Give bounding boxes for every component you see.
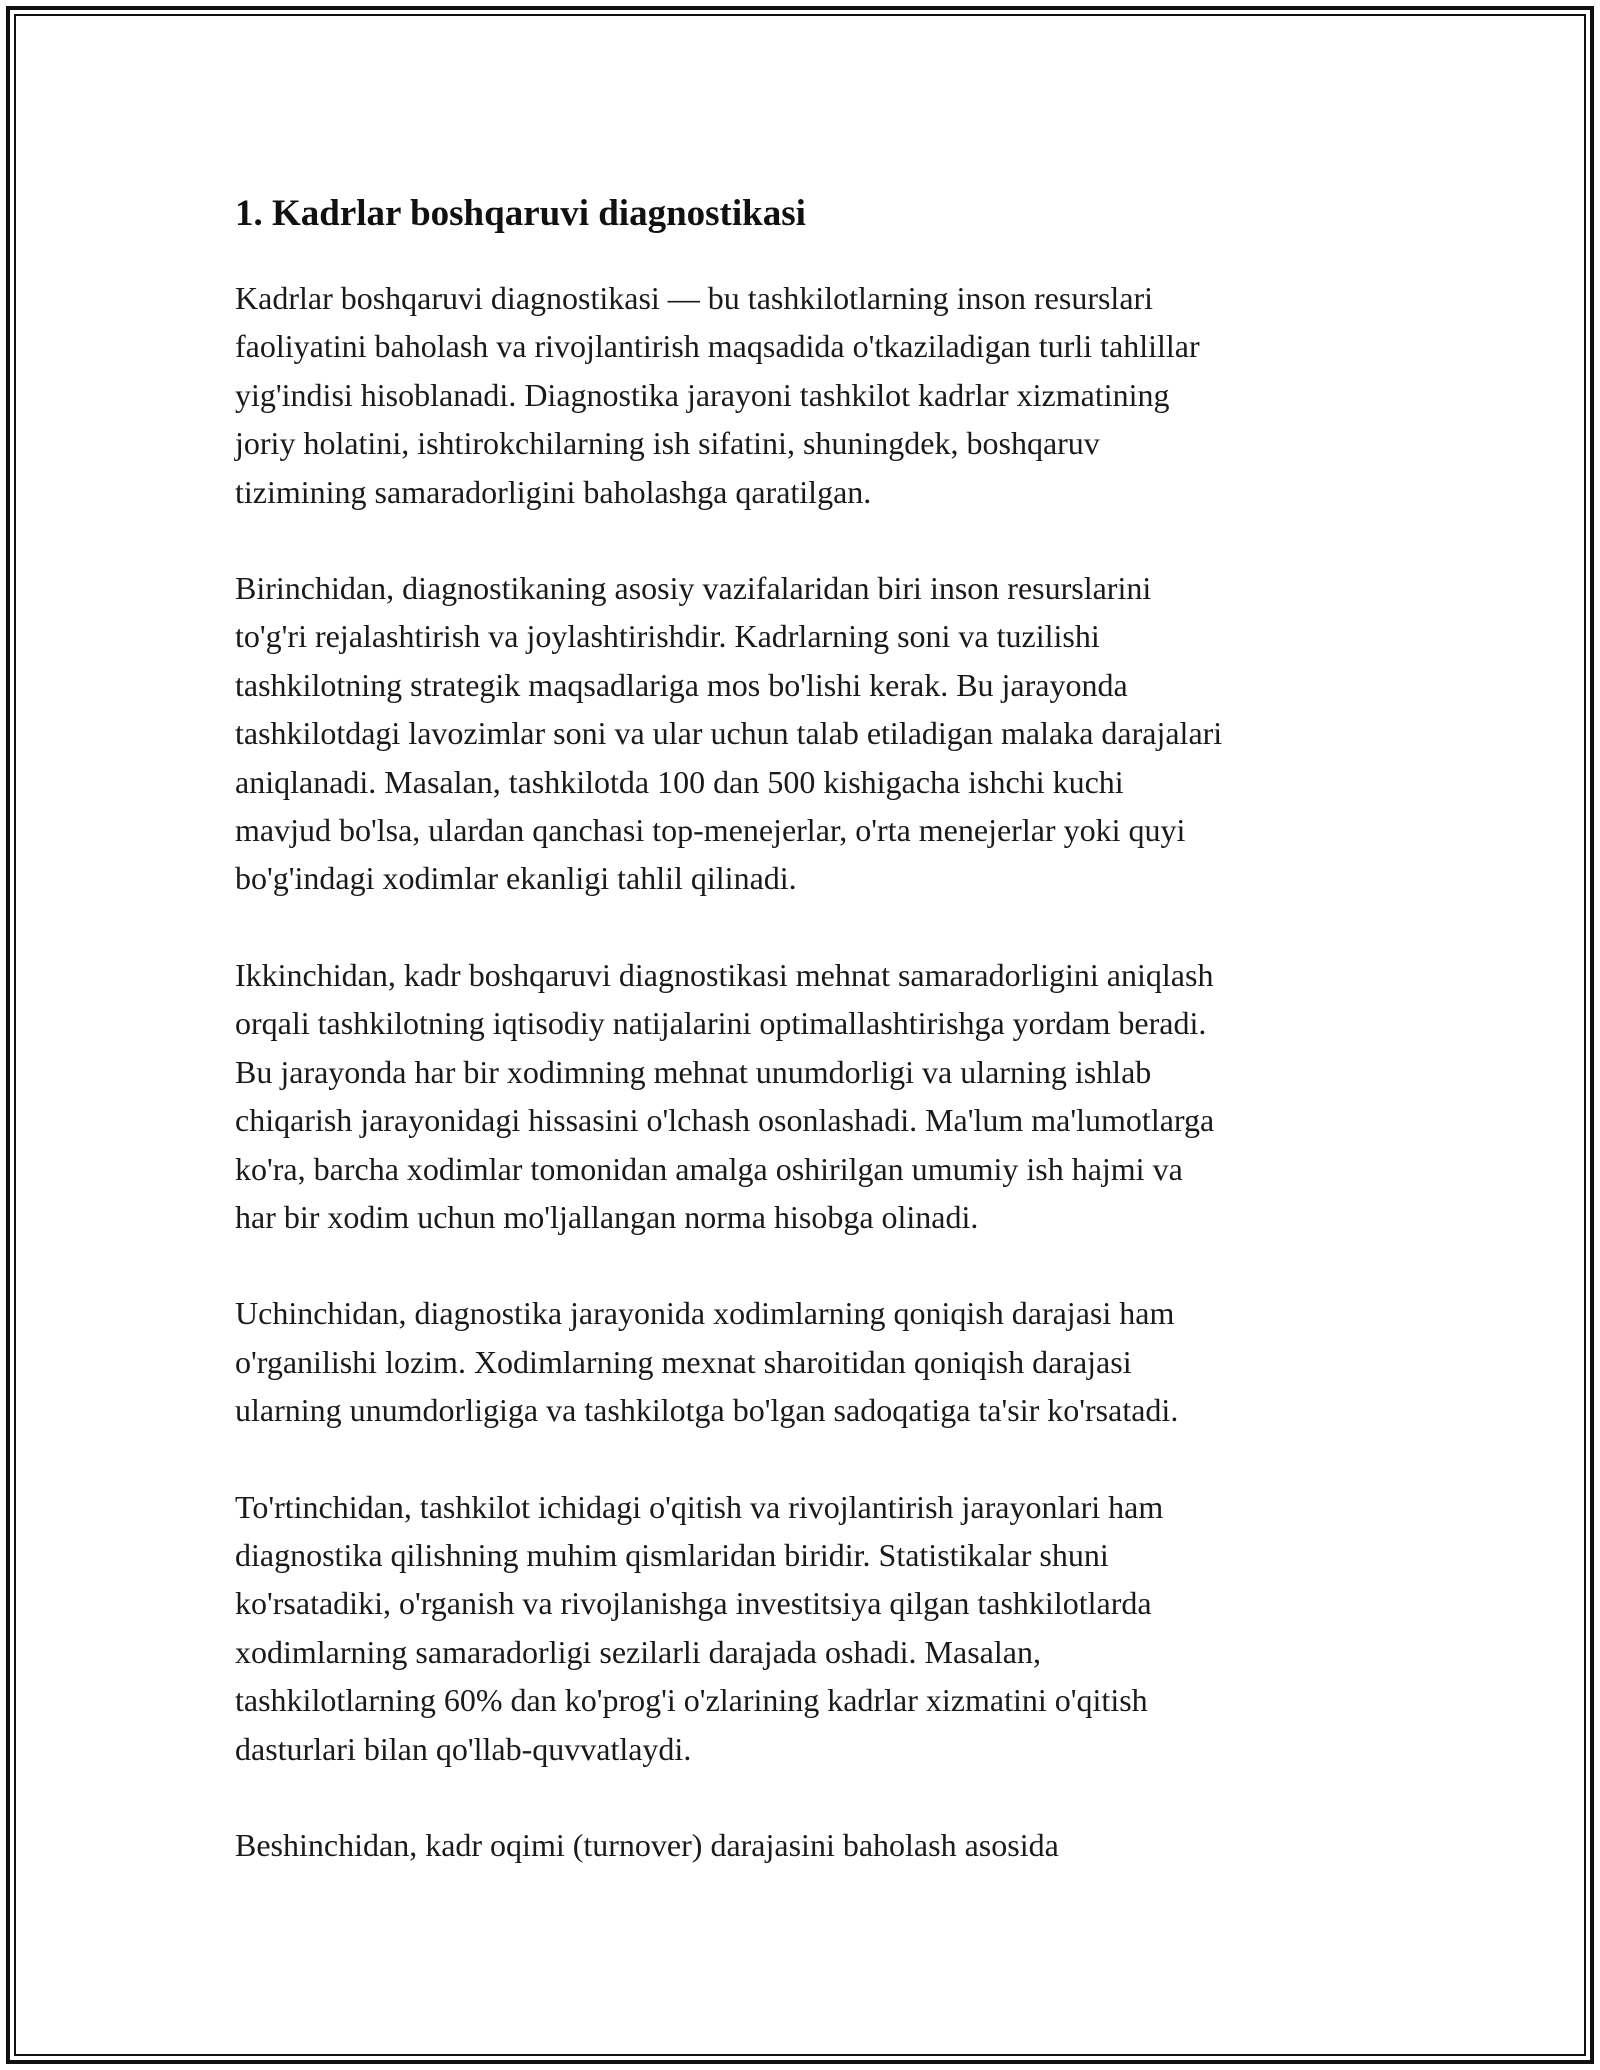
paragraph: [235, 274, 1395, 516]
section-heading: 1. Kadrlar boshqaruvi diagnostikasi: [235, 193, 806, 234]
paragraph-line: chiqarish jarayonidagi hissasini o'lchash osonlashadi. Ma'lum ma'lumotlarga: [235, 1102, 1215, 1139]
paragraph-line: Kadrlar boshqaruvi diagnostikasi — bu tashkilotlarning inson resurslari: [235, 280, 1154, 316]
paragraph-line: o'rganilishi lozim. Xodimlarning mexnat sharoitidan qoniqish darajasi: [235, 1343, 1132, 1380]
paragraph-line: ko'ra, barcha xodimlar tomonidan amalga oshirilgan umumiy ish hajmi va: [235, 1150, 1183, 1187]
paragraph-line: joriy holatini, ishtirokchilarning ish sifatini, shuningdek, boshqaruv: [235, 425, 1100, 462]
paragraph-line: mavjud bo'lsa, ulardan qanchasi top-menejerlar, o'rta menejerlar yoki quyi: [235, 812, 1186, 849]
paragraph-line: har bir xodim uchun mo'ljallangan norma hisobga olinadi.: [235, 1198, 979, 1235]
paragraph-line: to'g'ri rejalashtirish va joylashtirishdir. Kadrlarning soni va tuzilishi: [235, 618, 1100, 655]
paragraph-line: Ikkinchidan, kadr boshqaruvi diagnostikasi mehnat samaradorligini aniqlash: [235, 956, 1214, 993]
paragraph-line: Uchinchidan, diagnostika jarayonida xodimlarning qoniqish darajasi ham: [235, 1295, 1175, 1332]
paragraph-line: tashkilotning strategik maqsadlariga mos bo'lishi kerak. Bu jarayonda: [235, 666, 1128, 703]
paragraph-line: aniqlanadi. Masalan, tashkilotda 100 dan 500 kishigacha ishchi kuchi: [235, 763, 1124, 800]
document-body: [235, 186, 1395, 1917]
paragraph: [235, 1289, 1395, 1434]
paragraph-line: yig'indisi hisoblanadi. Diagnostika jarayoni tashkilot kadrlar xizmatining: [235, 376, 1170, 413]
paragraph-line: Bu jarayonda har bir xodimning mehnat unumdorligi va ularning ishlab: [235, 1053, 1152, 1090]
paragraph-line: dasturlari bilan qo'llab-quvvatlaydi.: [235, 1730, 692, 1767]
paragraph: [235, 1821, 1395, 1869]
paragraph-line: Beshinchidan, kadr oqimi (turnover) darajasini baholash asosida: [235, 1826, 1059, 1863]
paragraph-line: Birinchidan, diagnostikaning asosiy vazifalaridan biri inson resurslarini: [235, 570, 1152, 607]
paragraph-line: ularning unumdorligiga va tashkilotga bo'lgan sadoqatiga ta'sir ko'rsatadi.: [235, 1392, 1179, 1429]
paragraph: [235, 564, 1395, 903]
paragraph-line: diagnostika qilishning muhim qismlaridan biridir. Statistikalar shuni: [235, 1536, 1109, 1573]
paragraph-line: ko'rsatadiki, o'rganish va rivojlanishga investitsiya qilgan tashkilotlarda: [235, 1585, 1152, 1622]
paragraph-line: faoliyatini baholash va rivojlantirish maqsadida o'tkaziladigan turli tahlillar: [235, 328, 1200, 365]
paragraph: [235, 951, 1395, 1241]
paragraph-line: tashkilotdagi lavozimlar soni va ular uchun talab etiladigan malaka darajalari: [235, 715, 1223, 752]
paragraph-line: xodimlarning samaradorligi sezilarli darajada oshadi. Masalan,: [235, 1633, 1041, 1670]
paragraph-line: orqali tashkilotning iqtisodiy natijalarini optimallashtirishga yordam beradi.: [235, 1005, 1207, 1042]
paragraph-line: tashkilotlarning 60% dan ko'prog'i o'zlarining kadrlar xizmatini o'qitish: [235, 1682, 1148, 1719]
paragraph-line: To'rtinchidan, tashkilot ichidagi o'qitish va rivojlantirish jarayonlari ham: [235, 1488, 1164, 1525]
paragraph: [235, 1483, 1395, 1773]
paragraph-list: [235, 274, 1395, 1869]
paragraph-line: tizimining samaradorligini baholashga qaratilgan.: [235, 473, 872, 510]
paragraph-line: bo'g'indagi xodimlar ekanligi tahlil qilinadi.: [235, 860, 797, 897]
